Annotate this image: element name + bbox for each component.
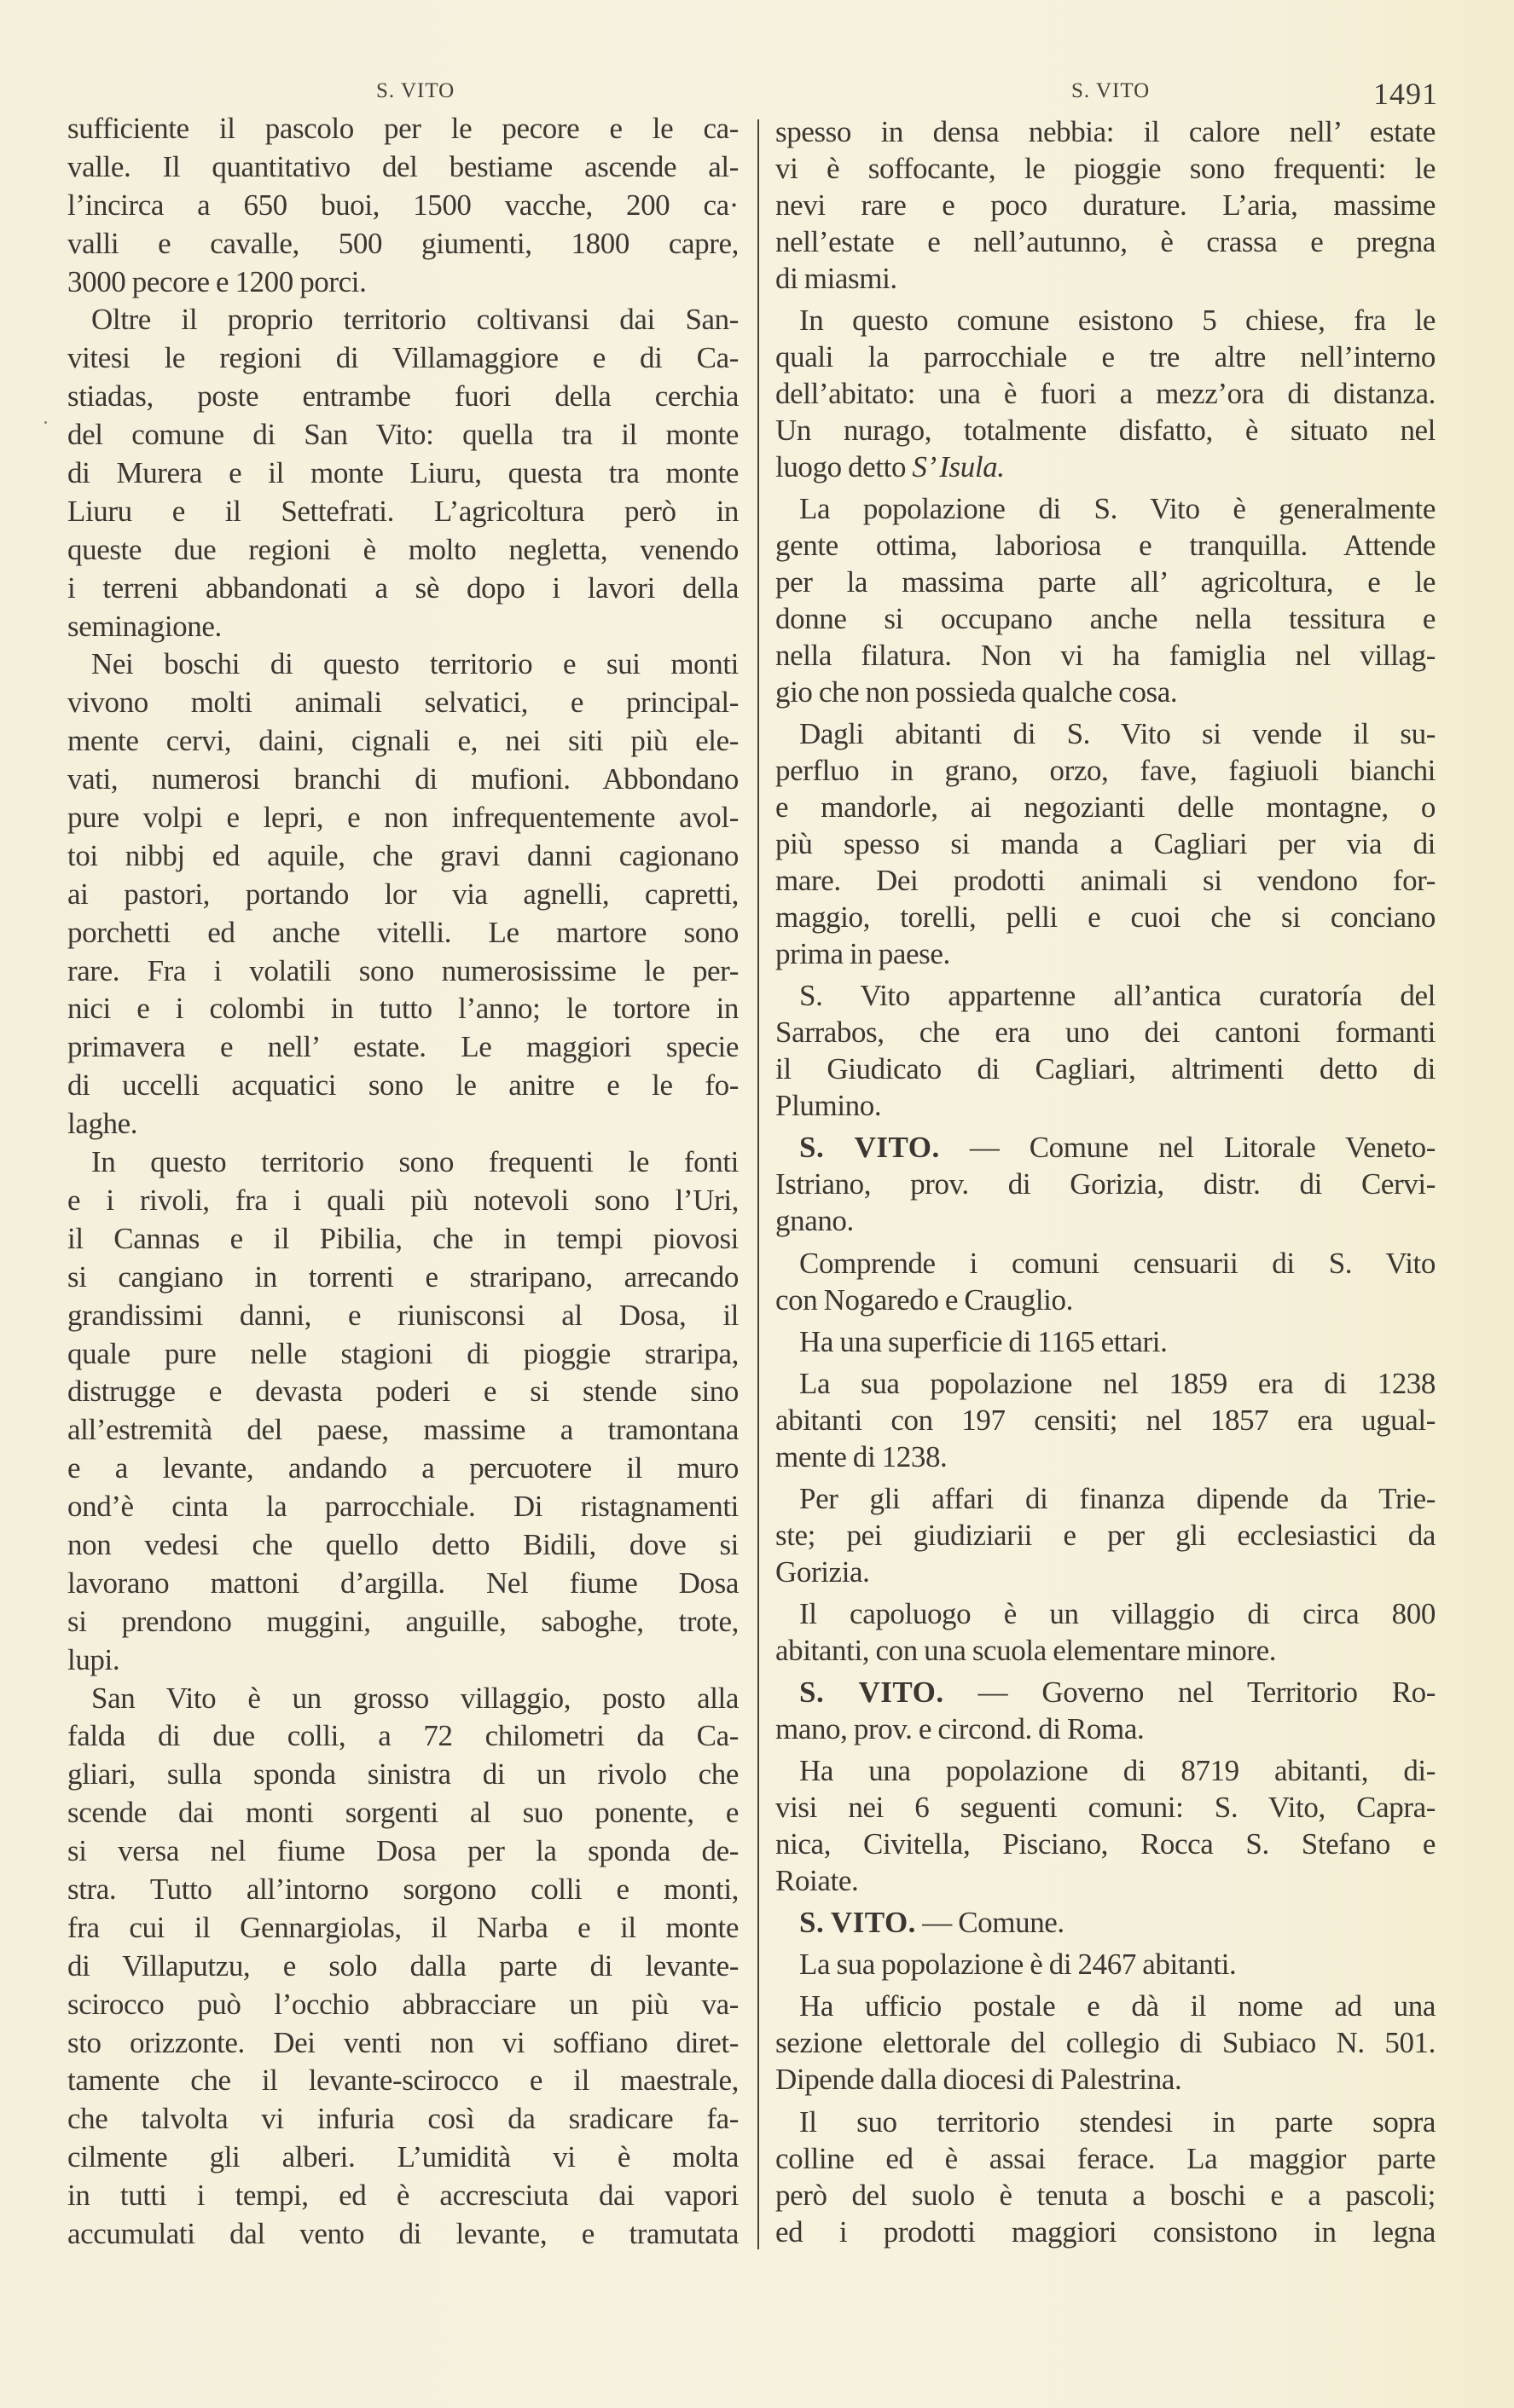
text-line [775,490,1436,527]
line-text: Ha una superficie di 1165 ettari. [799,1324,1168,1358]
text-line [67,684,739,722]
line-text: accumulati dal vento di levante, e tramutata [67,2216,739,2250]
line-text: Un nurago, totalmente disfatto, è situato nel [775,414,1436,448]
left-column [67,110,739,2254]
text-line [775,752,1436,789]
text-line [67,1832,739,1871]
text-line [775,187,1436,223]
line-text: toi nibbj ed aquile, che gravi danni cagionano [67,838,739,872]
line-text: il Giudicato di Cagliari, altrimenti detto di [775,1052,1436,1086]
paragraph [775,1904,1436,1941]
line-text: La sua popolazione nel 1859 era di 1238 [799,1366,1436,1400]
text-line [775,223,1436,260]
line-text: Gorizia. [775,1554,870,1589]
line-text: sezione elettorale del collegio di Subiaco N. 501. [775,2026,1436,2060]
line-text: Istriano, prov. di Gorizia, distr. di Cervi- [775,1167,1436,1201]
text-line [775,339,1436,375]
line-text: sto orizzonte. Dei venti non vi soffiano diret- [67,2025,739,2059]
line-text: vivono molti animali selvatici, e principal- [67,686,739,720]
text-line [775,825,1436,862]
text-line [67,2215,739,2254]
text-line [67,1028,739,1067]
line-text: si cangiano in torrenti e straripano, arrecando [67,1259,739,1294]
line-text: quale pure nelle stagioni di pioggie straripa, [67,1336,739,1370]
line-text: gente ottima, laboriosa e tranquilla. Attende [775,529,1436,563]
text-line [775,2177,1436,2214]
line-text: nici e i colombi in tutto l’anno; le tortore in [67,992,739,1026]
text-line [67,454,739,493]
text-line [67,1871,739,1909]
line-text: luogo detto [775,450,913,484]
line-text: La popolazione di S. Vito è generalmente [799,492,1436,526]
text-line [67,952,739,991]
line-text: gio che non possieda qualche cosa. [775,675,1178,709]
line-text: Il capoluogo è un villaggio di circa 800 [799,1596,1436,1630]
paragraph [775,1595,1436,1669]
text-line [67,2024,739,2063]
paragraph [775,1323,1436,1360]
line-text: non vedesi che quello detto Bidili, dove si [67,1527,739,1561]
line-text: abitanti con 197 censiti; nel 1857 era ugual- [775,1403,1436,1437]
line-text: per la massima parte all’ agricoltura, e le [775,565,1436,599]
paragraph [775,1129,1436,1239]
text-line [67,2100,739,2139]
line-text: mare. Dei prodotti animali si vendono for- [775,864,1436,898]
text-line [775,2061,1436,2098]
text-line [67,263,739,302]
running-head-right: S. VITO [1071,79,1151,102]
text-line [775,564,1436,600]
line-text: colline ed è assai ferace. La maggior parte [775,2141,1436,2175]
line-text: grandissimi danni, e riunisconsi al Dosa, il [67,1298,739,1332]
text-line [67,990,739,1028]
line-text: In questo comune esistono 5 chiese, fra le [799,304,1436,338]
line-text: lavorano mattoni d’argilla. Nel fiume Dosa [67,1566,739,1600]
text-line [775,862,1436,899]
line-text: nica, Civitella, Pisciano, Rocca S. Stefano e [775,1827,1436,1861]
line-text: all’estremità del paese, massime a tramontana [67,1413,739,1447]
text-line [67,493,739,531]
paragraph [67,110,739,301]
paragraph [775,1480,1436,1590]
text-line [67,148,739,187]
line-text: mente cervi, daini, cignali e, nei siti più ele- [67,724,739,758]
text-line [67,1450,739,1488]
text-line [67,1603,739,1641]
line-text: — Governo nel Territorio Ro- [943,1676,1436,1710]
line-text: stiadas, poste entrambe fuori della cerchia [67,379,739,414]
text-line [775,1480,1436,1517]
line-text: di Murera e il monte Liuru, questa tra monte [67,456,739,490]
text-line [775,1789,1436,1826]
text-line [775,1014,1436,1051]
paragraph [775,302,1436,485]
text-line [775,2104,1436,2140]
text-line [67,1948,739,1986]
text-line [775,1323,1436,1360]
line-text: fra cui il Gennargiolas, il Narba e il monte [67,1910,739,1944]
text-line [67,1143,739,1182]
line-text: Roiate. [775,1864,859,1898]
line-text: ond’è cinta la parrocchiale. Di ristagnamenti [67,1490,739,1524]
line-text: pure volpi e lepri, e non infrequentemente avol- [67,801,739,835]
line-text: falda di due colli, a 72 chilometri da Ca- [67,1719,739,1753]
text-line [67,225,739,263]
line-text: — Comune nel Litorale Veneto- [939,1131,1436,1165]
paragraph [67,301,739,645]
text-line [775,1862,1436,1899]
text-line [67,1373,739,1411]
text-line [775,1674,1436,1710]
text-line [67,1641,739,1680]
text-line [775,375,1436,412]
text-line [775,113,1436,150]
text-line [775,302,1436,339]
text-line [775,1438,1436,1475]
place-name-italic: S’ Isula. [912,450,1005,484]
line-text: quali la parrocchiale e tre altre nell’interno [775,340,1436,374]
text-line [67,570,739,608]
line-text: Dipende dalla diocesi di Palestrina. [775,2063,1182,2097]
text-line [67,2139,739,2177]
text-line [67,1526,739,1565]
column-divider-rule [757,119,759,2249]
text-line [67,1756,739,1794]
text-line [775,1245,1436,1282]
text-line [775,2214,1436,2250]
text-line [775,1904,1436,1941]
line-text: scirocco può l’occhio abbracciare un più va- [67,1987,739,2021]
line-text: il Cannas e il Pibilia, che in tempi piovosi [67,1221,739,1255]
line-text: vi è soffocante, le pioggie sono frequenti: le [775,152,1436,185]
text-line [775,637,1436,674]
text-line [67,531,739,570]
text-line [775,2140,1436,2177]
text-line [67,1259,739,1297]
text-line [775,1710,1436,1747]
line-text: di uccelli acquatici sono le anitre e le fo- [67,1068,739,1103]
text-line [67,1565,739,1603]
paper-speck [44,421,47,424]
text-line [775,899,1436,935]
entry-heading: S. VITO. [799,1906,916,1940]
text-line [775,1946,1436,1983]
text-line [67,799,739,837]
paragraph [775,113,1436,297]
paragraph [67,645,739,1143]
line-text: vati, numerosi branchi di mufioni. Abbondano [67,762,739,796]
paragraph [775,1365,1436,1475]
text-line [67,645,739,684]
text-line [775,1282,1436,1318]
text-line [775,260,1436,297]
line-text: cilmente gli alberi. L’umidità vi è molta [67,2140,739,2174]
text-line [775,789,1436,825]
text-line [67,187,739,225]
text-line [775,1129,1436,1166]
paragraph [775,1245,1436,1318]
page-number: 1491 [1373,77,1438,111]
line-text: vitesi le regioni di Villamaggiore e di Ca- [67,341,739,375]
text-line [775,1554,1436,1590]
paragraph [775,977,1436,1124]
text-line [67,1909,739,1948]
line-text: primavera e nell’ estate. Le maggiori specie [67,1030,739,1064]
line-text: Sarrabos, che era uno dei cantoni formanti [775,1016,1436,1050]
text-line [775,150,1436,187]
text-line [775,2024,1436,2061]
line-text: ed i prodotti maggiori consistono in legna [775,2214,1436,2249]
text-line [775,1826,1436,1862]
line-text: tamente che il levante-scirocco e il maestrale, [67,2064,739,2098]
line-text: del comune di San Vito: quella tra il monte [67,418,739,452]
line-text: Dagli abitanti di S. Vito si vende il su- [799,717,1436,751]
line-text: Plumino. [775,1089,882,1123]
paragraph [67,1680,739,2254]
line-text: Ha una popolazione di 8719 abitanti, di- [799,1754,1436,1788]
text-line [67,110,739,148]
line-text: queste due regioni è molto negletta, venendo [67,532,739,566]
text-line [67,1105,739,1143]
text-line [775,1517,1436,1554]
line-text: di miasmi. [775,262,897,295]
line-text: mente di 1238. [775,1439,948,1473]
line-text: prima in paese. [775,937,950,971]
text-line [67,1182,739,1220]
line-text: In questo territorio sono frequenti le fonti [91,1145,739,1179]
text-line [67,1488,739,1526]
text-line [67,339,739,378]
text-line [67,2062,739,2100]
line-text: abitanti, con una scuola elementare minore. [775,1633,1277,1667]
line-text: laghe. [67,1107,138,1141]
paragraph [775,1946,1436,1983]
text-line [775,977,1436,1014]
line-text: e i rivoli, fra i quali più notevoli sono l’Uri, [67,1183,739,1217]
line-text: porchetti ed anche vitelli. Le martore sono [67,915,739,949]
text-line [775,674,1436,710]
line-text: gnano. [775,1204,854,1238]
line-text: e a levante, andando a percuotere il muro [67,1451,739,1485]
paragraph [775,715,1436,972]
entry-heading: S. VITO. [799,1676,944,1710]
text-line [67,1220,739,1259]
text-line [67,722,739,761]
line-text: gliari, sulla sponda sinistra di un rivolo che [67,1757,739,1792]
text-line [775,1632,1436,1669]
line-text: valle. Il quantitativo del bestiame ascende al- [67,149,739,183]
line-text: lupi. [67,1642,120,1676]
text-line [775,600,1436,637]
text-line [67,1680,739,1718]
text-line [775,1402,1436,1438]
text-line [775,715,1436,752]
line-text: Liuru e il Settefrati. L’agricoltura però in [67,494,739,528]
line-text: spesso in densa nebbia: il calore nell’ estate [775,115,1436,148]
line-text: ste; pei giudiziarii e per gli ecclesiastici da [775,1518,1436,1552]
line-text: Ha ufficio postale e dà il nome ad una [799,1989,1436,2023]
line-text: mano, prov. e circond. di Roma. [775,1712,1145,1746]
line-text: di Villaputzu, e solo dalla parte di levante- [67,1948,739,1983]
line-text: Il suo territorio stendesi in parte sopra [799,2104,1436,2139]
line-text: più spesso si manda a Cagliari per via di [775,827,1436,861]
text-line [775,1752,1436,1789]
right-column [775,113,1436,2250]
line-text: si versa nel fiume Dosa per la sponda de- [67,1834,739,1868]
line-text: San Vito è un grosso villaggio, posto alla [91,1681,739,1715]
line-text: Comprende i comuni censuarii di S. Vito [799,1246,1436,1280]
line-text: 3000 pecore e 1200 porci. [67,264,367,298]
text-line [775,1087,1436,1124]
line-text: stra. Tutto all’intorno sorgono colli e monti, [67,1872,739,1906]
text-line [775,1202,1436,1239]
line-text: nella filatura. Non vi ha famiglia nel villag- [775,639,1436,673]
line-text: che talvolta vi infuria così da sradicare fa- [67,2102,739,2136]
line-text: i terreni abbandonati a sè dopo i lavori della [67,570,739,605]
entry-heading: S. VITO. [799,1131,940,1165]
text-line [67,1794,739,1832]
paragraph [67,1143,739,1679]
text-line [67,378,739,416]
text-line [67,2177,739,2215]
paragraph [775,1752,1436,1899]
line-text: perfluo in grano, orzo, fave, fagiuoli bianchi [775,754,1436,788]
text-line [67,1297,739,1335]
text-line [67,1717,739,1756]
line-text: nevi rare e poco durature. L’aria, massime [775,188,1436,222]
text-line [67,1335,739,1374]
line-text: Oltre il proprio territorio coltivansi dai San- [91,303,739,337]
line-text: distrugge e devasta poderi e si stende sino [67,1375,739,1409]
text-line [775,935,1436,972]
text-line [775,1365,1436,1402]
text-line [67,608,739,646]
running-head-left: S. VITO [376,79,455,102]
line-text: visi nei 6 seguenti comuni: S. Vito, Capra- [775,1791,1436,1825]
line-text: sufficiente il pascolo per le pecore e le ca- [67,112,739,145]
text-line [775,449,1436,485]
line-text: S. Vito appartenne all’antica curatoría del [799,979,1436,1013]
line-text: e mandorle, ai negozianti delle montagne, o [775,790,1436,825]
text-line [67,837,739,876]
paragraph [775,490,1436,710]
text-line [67,761,739,799]
text-line [775,1166,1436,1202]
line-text: l’incirca a 650 buoi, 1500 vacche, 200 ca· [67,188,739,222]
text-line [67,1986,739,2024]
line-text: Per gli affari di finanza dipende da Trie- [799,1481,1436,1515]
paragraph [775,1674,1436,1747]
text-line [775,527,1436,564]
line-text: però del suolo è tenuta a boschi e a pascoli; [775,2178,1436,2212]
line-text: seminagione. [67,609,222,643]
text-line [775,412,1436,449]
line-text: Nei boschi di questo territorio e sui monti [91,647,739,681]
text-line [67,914,739,952]
paragraph [775,2104,1436,2250]
line-text: dell’abitato: una è fuori a mezz’ora di distanza. [775,377,1436,411]
line-text: si prendono muggini, anguille, saboghe, trote, [67,1604,739,1638]
line-text: donne si occupano anche nella tessitura e [775,602,1436,636]
text-line [67,1411,739,1450]
line-text: valli e cavalle, 500 giumenti, 1800 capre, [67,226,739,260]
text-line [67,876,739,914]
line-text: La sua popolazione è di 2467 abitanti. [799,1948,1237,1982]
text-line [67,301,739,339]
line-text: scende dai monti sorgenti al suo ponente, e [67,1796,739,1830]
line-text: con Nogaredo e Crauglio. [775,1282,1073,1317]
line-text: rare. Fra i volatili sono numerosissime le per- [67,953,739,987]
line-text: in tutti i tempi, ed è accresciuta dai vapori [67,2179,739,2213]
line-text: maggio, torelli, pelli e cuoi che si conciano [775,900,1436,935]
line-text: ai pastori, portando lor via agnelli, capretti, [67,877,739,911]
text-line [775,1051,1436,1087]
text-line [775,1595,1436,1632]
line-text: nell’estate e nell’autunno, è crassa e pregna [775,225,1436,258]
text-line [67,416,739,454]
line-text: — Comune. [915,1906,1064,1940]
paragraph [775,1988,1436,2098]
text-line [67,1067,739,1105]
text-line [775,1988,1436,2024]
